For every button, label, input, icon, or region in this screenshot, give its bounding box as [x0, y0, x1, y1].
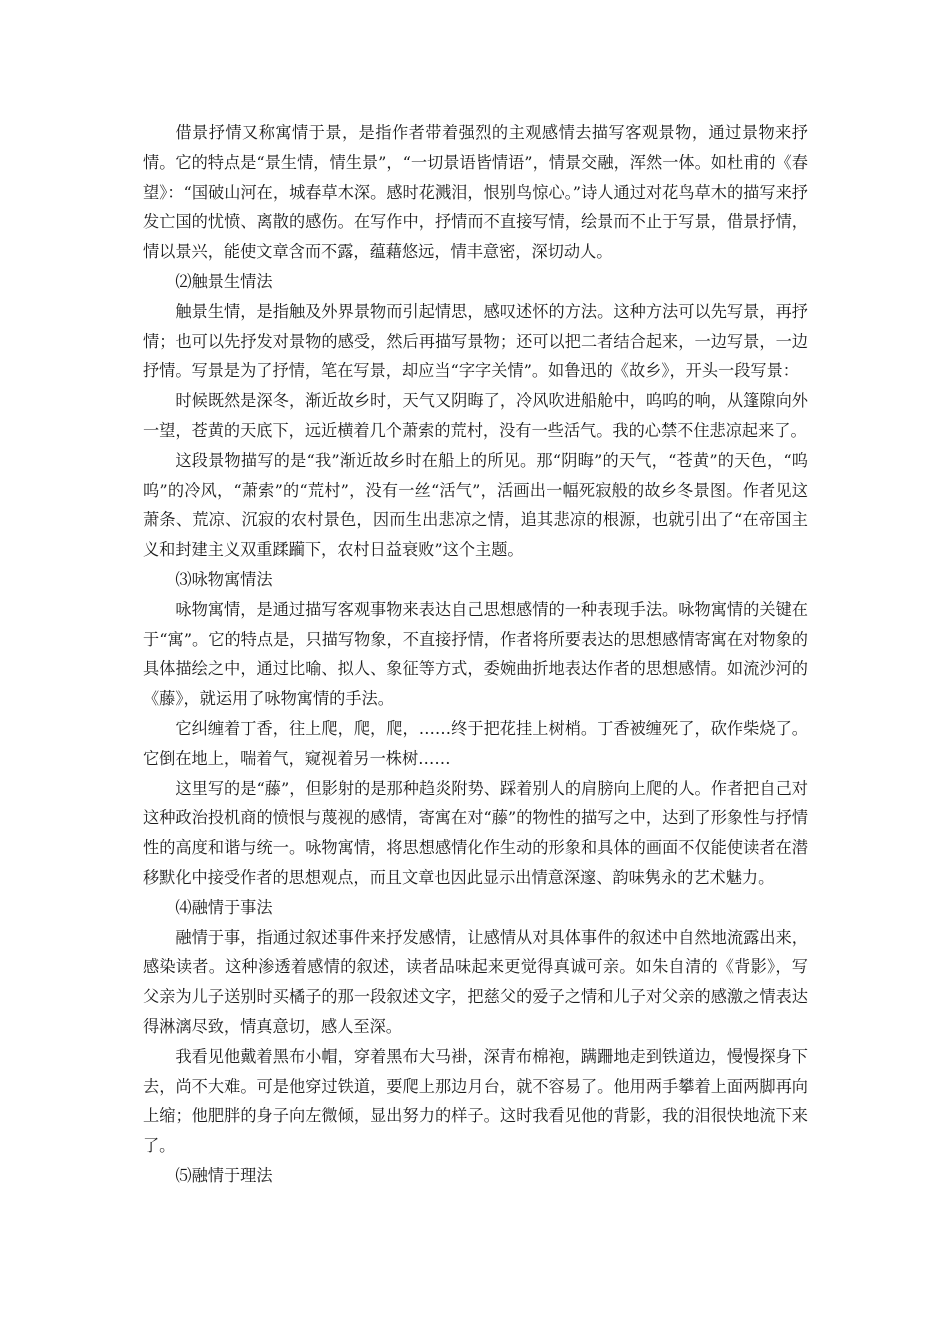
section-heading-4: ⑷融情于事法: [175, 897, 273, 917]
section-heading-5: ⑸融情于理法: [175, 1165, 273, 1185]
section-heading-3: ⑶咏物寓情法: [175, 569, 273, 589]
paragraph-scene-emotion: 触景生情，是指触及外界景物而引起情思，感叹述怀的方法。这种方法可以先写景，再抒情；也可以先抒发对景物的感受，然后再描写景物；还可以把二者结合起来，一边写景，一边抒情。写景是为了抒情，笔在写景，却应当“字字关情”。如鲁迅的《故乡》，开头一段写景：: [143, 301, 808, 381]
paragraph-quote-guxiang: 时候既然是深冬，渐近故乡时，天气又阴晦了，冷风吹进船舱中，呜呜的响，从篷隙向外一望，苍黄的天底下，远近横着几个萧索的荒村，没有一些活气。我的心禁不住悲凉起来了。: [143, 391, 808, 440]
paragraph-quote-beiying: 我看见他戴着黑布小帽，穿着黑布大马褂，深青布棉袍，蹒跚地走到铁道边，慢慢探身下去，尚不大难。可是他穿过铁道，要爬上那边月台，就不容易了。他用两手攀着上面两脚再向上缩；他肥胖的身子向左微倾，显出努力的样子。这时我看见他的背影，我的泪很快地流下来了。: [143, 1046, 808, 1156]
paragraph-analysis-guxiang: 这段景物描写的是“我”渐近故乡时在船上的所见。那“阴晦”的天气，“苍黄”的天色，“呜呜”的冷风，“萧索”的“荒村”，没有一丝“活气”，活画出一幅死寂般的故乡冬景图。作者见这萧条、荒凉、沉寂的农村景色，因而生出悲凉之情，追其悲凉的根源，也就引出了“在帝国主义和封建主义双重蹂躏下，农村日益衰败”这个主题。: [143, 450, 808, 560]
section-heading-2: ⑵触景生情法: [175, 271, 273, 291]
paragraph-analysis-teng: 这里写的是“藤”，但影射的是那种趋炎附势、踩着别人的肩膀向上爬的人。作者把自己对这种政治投机商的愤恨与蔑视的感情，寄寓在对“藤”的物性的描写之中，达到了形象性与抒情性的高度和谐与统一。咏物寓情，将思想感情化作生动的形象和具体的画面不仅能使读者在潜移默化中接受作者的思想观点，而且文章也因此显示出情意深邃、韵味隽永的艺术魅力。: [143, 778, 808, 887]
paragraph-borrow-scene: 借景抒情又称寓情于景，是指作者带着强烈的主观感情去描写客观景物，通过景物来抒情。它的特点是“景生情，情生景”，“一切景语皆情语”，情景交融，浑然一体。如杜甫的《春望》：“国破山河在，城春草木深。感时花溅泪，恨别鸟惊心。”诗人通过对花鸟草木的描写来抒发亡国的忧愤、离散的感伤。在写作中，抒情而不直接写情，绘景而不止于写景，借景抒情，情以景兴，能使文章含而不露，蕴藉悠远，情丰意密，深切动人。: [143, 123, 808, 262]
paragraph-quote-teng: 它纠缠着丁香，往上爬，爬，爬，……终于把花挂上树梢。丁香被缠死了，砍作柴烧了。它倒在地上，喘着气，窥视着另一株树……: [143, 718, 808, 768]
document-body: [143, 118, 808, 1191]
paragraph-object-emotion: 咏物寓情，是通过描写客观事物来表达自己思想感情的一种表现手法。咏物寓情的关键在于“寓”。它的特点是，只描写物象，不直接抒情，作者将所要表达的思想感情寄寓在对物象的具体描绘之中，通过比喻、拟人、象征等方式，委婉曲折地表达作者的思想感情。如流沙河的《藤》，就运用了咏物寓情的手法。: [143, 599, 808, 709]
paragraph-event-emotion: 融情于事，指通过叙述事件来抒发感情，让感情从对具体事件的叙述中自然地流露出来，感染读者。这种渗透着感情的叙述，读者品味起来更觉得真诚可亲。如朱自清的《背影》，写父亲为儿子送别时买橘子的那一段叙述文字，把慈父的爱子之情和儿子对父亲的感激之情表达得淋漓尽致，情真意切，感人至深。: [143, 927, 808, 1036]
